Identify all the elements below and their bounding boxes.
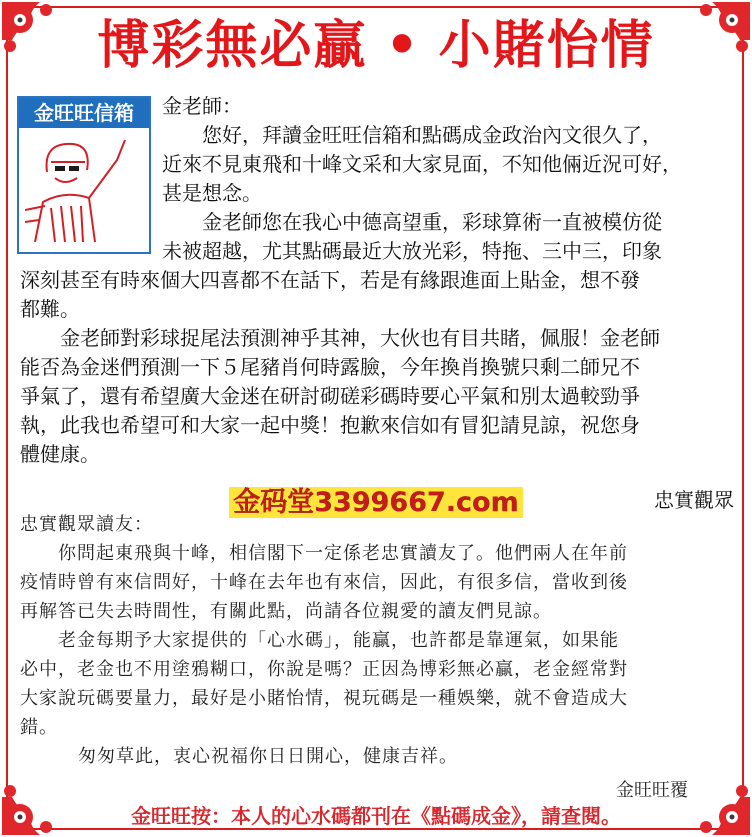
letter-line: 您好，拜讀金旺旺信箱和點碼成金政治內文很久了， <box>162 123 662 147</box>
website-text: 金码堂3399667.com <box>229 487 522 518</box>
letter-line: 體健康。 <box>20 442 100 466</box>
letter-line: 金老師您在我心中德高望重，彩球算術一直被模仿從 <box>162 210 662 234</box>
letter-salutation: 金老師： <box>162 94 242 118</box>
letter-line: 爭氣了，還有希望廣大金迷在研討砌磋彩碼時要心平氣和別太過較勁爭 <box>20 384 640 408</box>
reply-signer: 金旺旺覆 <box>616 780 688 801</box>
reply-salutation: 忠實觀眾讀友： <box>20 514 153 535</box>
reply-line: 疫情時曾有來信問好，十峰在去年也有來信，因此，有很多信，當收到後 <box>20 572 628 593</box>
letter-line: 甚是想念。 <box>162 181 262 205</box>
letter-signer: 忠實觀眾 <box>654 488 734 512</box>
letter-line: 金老師對彩球捉尾法預測神乎其神，大伙也有目共睹，佩服！金老師 <box>20 326 660 350</box>
reply-line: 必中，老金也不用塗鴉糊口，你說是嗎？正因為博彩無必贏，老金經常對 <box>20 659 628 680</box>
reply-line: 老金每期予大家提供的「心水碼」，能贏，也許都是靠運氣，如果能 <box>20 630 619 651</box>
title-dot: • <box>385 15 421 76</box>
reply-line: 匆匆草此，衷心祝福你日日開心，健康吉祥。 <box>40 746 458 767</box>
reply-line: 大家說玩碼要量力，最好是小賭怡情，視玩碼是一種娛樂，就不會造成大 <box>20 688 628 709</box>
title-right: 小賭怡情 <box>438 15 655 76</box>
title-left: 博彩無必贏 <box>97 15 368 76</box>
letter-line: 近來不見東飛和十峰文采和大家見面，不知他倆近況可好， <box>162 152 682 176</box>
letter-line: 執，此我也希望可和大家一起中獎！抱歉來信如有冒犯請見諒，祝您身 <box>20 413 640 437</box>
letter-line: 能否為金迷們預測一下５尾豬肖何時露臉，今年換肖換號只剩二師兄不 <box>20 355 640 379</box>
column-logo <box>17 96 151 254</box>
footer-note: 金旺旺按：本人的心水碼都刊在《點碼成金》，請查閱。 <box>131 804 621 828</box>
reply-line: 再解答已失去時間性，有關此點，尚請各位親愛的讀友們見諒。 <box>20 601 552 622</box>
reply-line: 錯。 <box>20 717 58 738</box>
column-logo-label: 金旺旺信箱 <box>19 98 149 128</box>
reply-line: 你問起東飛與十峰，相信閣下一定係老忠實讀友了。他們兩人在年前 <box>20 543 628 564</box>
columnist-cartoon-icon <box>25 132 143 244</box>
letter-line: 都難。 <box>20 297 80 321</box>
page-title <box>0 14 752 78</box>
letter-line: 深刻甚至有時來個大四喜都不在話下，若是有緣跟進面上貼金，想不發 <box>20 268 640 292</box>
letter-line: 未被超越，尤其點碼最近大放光彩，特拖、三中三，印象 <box>162 239 662 263</box>
